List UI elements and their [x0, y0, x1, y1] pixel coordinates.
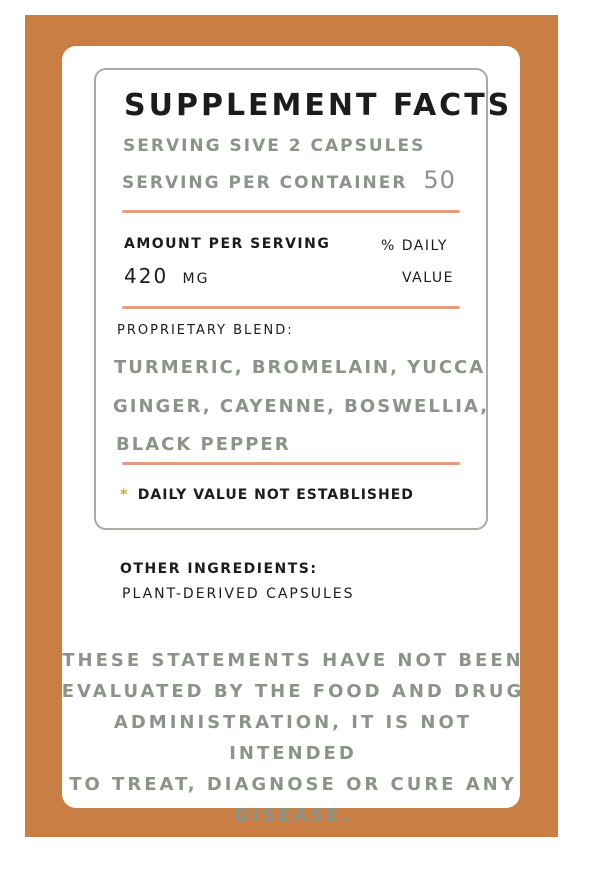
- divider-middle: [122, 306, 460, 309]
- divider-bottom: [122, 462, 460, 465]
- footnote-text: DAILY VALUE NOT ESTABLISHED: [137, 487, 414, 503]
- fda-disclaimer: [48, 645, 538, 831]
- serving-size: SERVING SIVE 2 CAPSULES: [123, 136, 426, 156]
- divider-top: [122, 210, 460, 213]
- ingredient-line-3: BLACK PEPPER: [116, 434, 291, 455]
- daily-value-header-line2: VALUE: [402, 270, 454, 286]
- disclaimer-line-5: DISEASE.: [234, 805, 352, 826]
- amount-per-serving-header: AMOUNT PER SERVING: [124, 236, 331, 252]
- servings-per-container-value: 50: [423, 166, 456, 194]
- disclaimer-line-2: EVALUATED BY THE FOOD AND DRUG: [61, 681, 525, 702]
- other-ingredients-heading: OTHER INGREDIENTS:: [120, 561, 318, 577]
- ingredient-line-2: GINGER, CAYENNE, BOSWELLIA,: [113, 396, 490, 417]
- ingredient-line-1: TURMERIC, BROMELAIN, YUCCA: [114, 357, 486, 378]
- amount-unit: MG: [182, 271, 210, 287]
- proprietary-blend-label: PROPRIETARY BLEND:: [117, 323, 294, 338]
- amount-value: [124, 264, 209, 288]
- disclaimer-line-1: THESE STATEMENTS HAVE NOT BEEN: [62, 650, 524, 671]
- other-ingredients-value: PLANT-DERIVED CAPSULES: [122, 586, 355, 602]
- amount-number: 420: [124, 264, 169, 288]
- facts-title: SUPPLEMENT FACTS: [124, 88, 513, 123]
- disclaimer-line-4: TO TREAT, DIAGNOSE OR CURE ANY: [69, 774, 517, 795]
- disclaimer-line-3: ADMINISTRATION, IT IS NOT INTENDED: [113, 712, 473, 764]
- servings-per-container: [122, 166, 456, 194]
- daily-value-footnote: [120, 487, 414, 503]
- daily-value-header-line1: % DAILY: [381, 238, 448, 254]
- servings-per-container-label: SERVING PER CONTAINER: [122, 173, 408, 193]
- asterisk-icon: *: [120, 487, 129, 503]
